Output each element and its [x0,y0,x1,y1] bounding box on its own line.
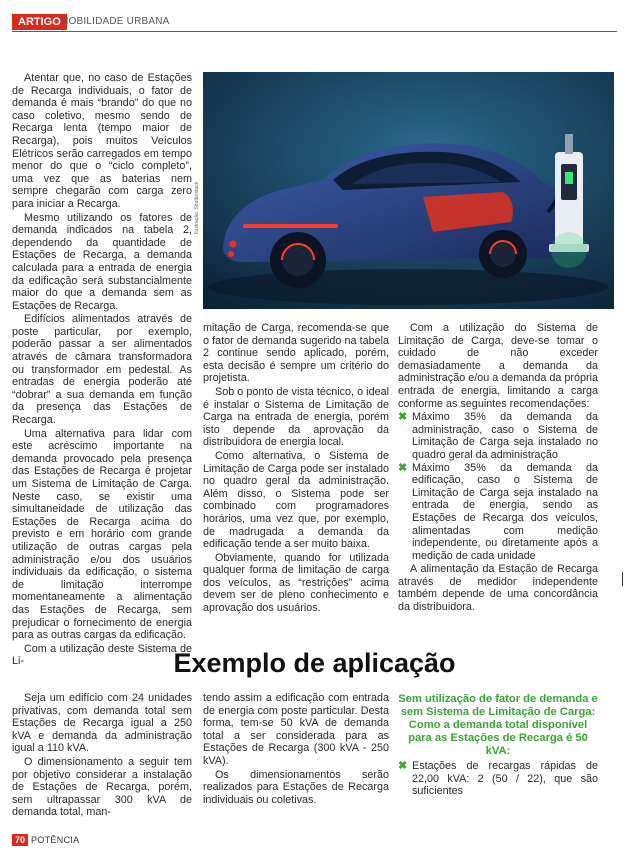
electric-car-charging-illustration [203,72,614,309]
magazine-name: POTÊNCIA [31,835,80,845]
paragraph: Sob o ponto de vista técnico, o ideal é instalar o Sistema de Limitação de Carga na entrada de energia, porém isto depende da aprovação da distribuidora de energia local. [203,385,389,449]
paragraph: tendo assim a edificação com entrada de energia com poste particular. Desta forma, tem-se 50 kVA de demanda total a ser considerada para as Estações de Recarga (300 kVA - 250 kVA). [203,692,389,767]
paragraph: mitação de Carga, recomenda-se que o fator de demanda sugerido na tabela 2 continue sendo aplicado, porém, esta decisão é sempre um critério do projetista. [203,322,389,385]
page-footer [12,835,79,845]
article-column-3 [398,322,598,615]
check-x-icon: ✖ [398,461,408,474]
example-subheading: Sem utilização de fator de demanda e sem Sistema de Limitação de Carga: Como a demanda total disponível para as Estações de Recarga é 50 kVA: [398,693,598,757]
example-column-2 [203,692,389,807]
paragraph: Obviamente, quando for utilizada qualquer forma de limitação de carga dos veículos, as “restrições” acima devem ser de pleno conhecimento e aprovação dos usuários. [203,551,389,615]
check-x-icon: ✖ [398,760,408,772]
paragraph: A alimentação da Estação de Recarga através de medidor independente também depende de uma concordância da distribuidora. [398,563,598,614]
text-cursor-marker [622,572,623,586]
header-divider [12,31,617,32]
paragraph: Seja um edifício com 24 unidades privativas, com demanda total sem Estações de Recarga igual a 250 kVA e demanda da administração igual a 110 kVA. [12,692,192,755]
paragraph: Edifícios alimentados através de poste particular, por exemplo, poderão passar a ser alimentados através de câmara transformadora ou transformador em pedestal. As entradas de energia poderão até “dobrar” a sua demanda em função da presença das Estações de Recarga. [12,313,192,427]
paragraph: Atentar que, no caso de Estações de Recarga individuais, o fator de demanda é mais “brando” do que no caso coletivo, mesmo sendo de Recarga lenta (tempo maior de Recarga), pois muitos Veículos Elétricos serão carregados em tempo menor do que o “ciclo completo”, uma vez que as baterias nem sempre chegarão com carga zero para iniciar a Recarga. [12,72,192,210]
section-heading: Exemplo de aplicação [173,648,456,678]
example-column-1 [12,692,192,820]
paragraph: Com a utilização deste Sistema de Li- [12,642,192,668]
list-item-text: Estações de recargas rápidas de 22,00 kVA: 2 (50 / 22), que são suficientes [412,760,598,798]
paragraph: Mesmo utilizando os fatores de demanda indicados na tabela 2, dependendo da quantidade de Estações de Recarga, a demanda calculada para a entrada de energia da edificação será substancialmente maior do que a demanda sem as Estações de Recarga. [12,211,192,312]
example-list [398,760,598,798]
article-column-2 [203,322,389,616]
paragraph: Uma alternativa para lidar com este acréscimo importante na demanda provocado pela presença das Estações de Recarga é projetar um Sistema de Limitação de Carga. Neste caso, se existir uma simultaneidade de utilização das Estações de Recarga acima do previsto e em horário com grande utilização de outras cargas pela administração e/ou dos usuários individuais da edificação, o sistema de limitação interrompe momentaneamente a alimentação das Estações de Recarga, sem prejudicar o fornecimento de energia para as outras cargas da edificação. [12,427,192,642]
recommendation-list [398,411,598,562]
paragraph: Os dimensionamentos serão realizados para Estações de Recarga individuais ou coletivas. [203,768,389,806]
section-name: MOBILIDADE URBANA [60,16,170,27]
paragraph: Como alternativa, o Sistema de Limitação de Carga pode ser instalado no quadro geral da administração. Além disso, o Sistema pode ser combinado com programadores horários, uma vez que, por exemplo, de madrugada a demanda da edificação tende a ser muito baixa. [203,449,389,551]
list-item [398,411,598,461]
car-illustration-svg [203,72,614,309]
article-column-1 [12,72,192,669]
section-tag: ARTIGO [12,14,67,30]
paragraph: Com a utilização do Sistema de Limitação de Carga, deve-se tomar o cuidado de não exceder demasiadamente a demanda da administração e/ou a demanda da própria entrada de energia, limitando a carga conforme as seguintes recomendações: [398,322,598,410]
list-item-text: Máximo 35% da demanda da administração, caso o Sistema de Limitação de Carga seja instalado no quadro geral da administração [412,411,598,461]
list-item-text: Máximo 35% da demanda da edificação, caso o Sistema de Limitação de Carga seja instalado na entrada de energia, sendo as Estações de Recarga dos veículos, alimentadas com medição independente, ou diretamente após a medição de cada unidade [412,461,598,562]
page-number: 70 [12,834,28,846]
list-item [398,760,598,798]
paragraph: O dimensionamento a seguir tem por objetivo considerar a instalação de Estações de Recarga, porém, sem ultrapassar 300 kVA de demanda total, man- [12,755,192,819]
example-column-3 [398,693,598,799]
image-credit: Ilustração: Shutterstock [194,181,200,234]
list-item [398,462,598,563]
check-x-icon: ✖ [398,411,408,424]
